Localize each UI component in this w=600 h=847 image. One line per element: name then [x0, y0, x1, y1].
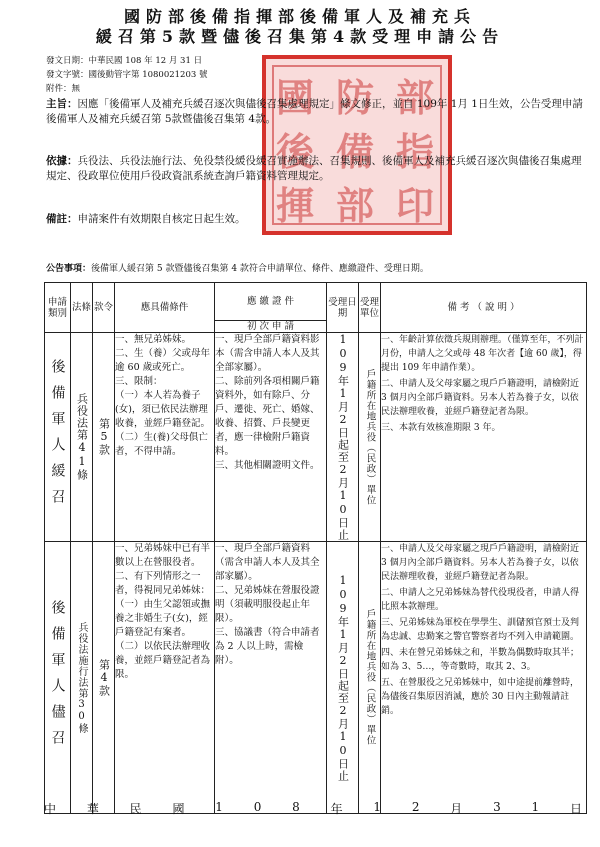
condition-item: 二、有下列情形之一者，得視同兄弟姊妹： [115, 571, 211, 596]
table-header-row [45, 283, 587, 321]
page-title-line1: 國防部後備指揮部後備軍人及補充兵 [123, 7, 476, 26]
doc-item: 一、現戶全部戶籍資料影本（需含申請人本人及其全部家屬）。 [215, 334, 320, 373]
seal-glyph: 指 [396, 129, 435, 174]
condition-item: （一）由生父認領或撫養之非婚生子(女)，經戶籍登記有案者。 [115, 599, 211, 638]
note-item: 三、兄弟姊妹為軍校在學學生、訓儲預官預士及判為忠誠、忠勤案之警官警察者均不列入申請範圍。 [381, 618, 580, 642]
note-item: 二、申請人及父母家屬之現戶戶籍證明，請檢附近 3 個月內全部戶籍資料。另本人若為養子女，以依民法辦理收養，並經戶籍登記者為限。 [381, 379, 580, 417]
remark-text: 申請案件有效期限自核定日起生效。 [77, 213, 246, 225]
seal-glyph: 揮 [276, 183, 315, 228]
condition-item: 一、兄弟姊妹中已有半數以上在營服役者。 [115, 543, 211, 568]
row1-clause: 第5款 [97, 418, 111, 456]
row1-notes [381, 333, 587, 542]
row1-category: 後備軍人緩召 [49, 359, 66, 515]
basis-paragraph [46, 154, 586, 184]
row2-clause: 第4款 [97, 658, 111, 697]
header-notes: 備 考 （ 說 明 ） [381, 283, 587, 333]
footer-char: 3 [493, 800, 505, 814]
note-item: 一、申請人及父母家屬之現戶戶籍證明，請檢附近 3 個月內全部戶籍資料。另本人若為養子女，以依民法辦理收養，並經戶籍登記者為限。 [381, 544, 580, 582]
header-conditions: 應具備條件 [115, 283, 215, 333]
issue-number: 發文字號：國後動管字第 1080021203 號 [46, 70, 208, 80]
row2-conditions [115, 542, 215, 814]
doc-item: 二、除前列各項相關戶籍資料外，如有除戶、分戶、遷徙、死亡、婚嫁、收養、招贅、戶長變更者，應一律檢附戶籍資料。 [215, 376, 320, 457]
footer-char: 1 [215, 800, 227, 814]
doc-item: 三、協議書（符合申請者為 2 人以上時，需檢附）。 [215, 627, 320, 666]
footer-char: 國 [172, 802, 189, 816]
condition-item: 二、生（養）父或母年逾 60 歲或死亡。 [115, 348, 211, 373]
row2-notes [381, 542, 587, 814]
header-unit: 受理單位 [359, 283, 381, 333]
footer-char: 0 [253, 800, 266, 814]
doc-item: 一、現戶全部戶籍資料（需含申請人本人及其全部家屬）。 [215, 543, 320, 582]
note-item: 四、未在營兄弟姊妹之和，半數為偶數時取其半；如為 3、5…，等奇數時，取其 2、3。 [381, 648, 580, 672]
condition-item: （二）生(養)父母俱亡者，不得申請。 [115, 432, 208, 457]
items-paragraph [46, 263, 586, 275]
seal-glyph: 部 [396, 75, 435, 120]
header-law: 法條 [71, 283, 93, 333]
basis-label: 依據： [46, 155, 78, 167]
doc-item: 二、兄弟姊妹在營服役證明（須載明服役起止年限）。 [215, 585, 320, 624]
condition-item: （一）本人若為養子(女)，須已依民法辦理收養，並經戶籍登記。 [115, 390, 211, 429]
remark-label: 備註： [46, 213, 78, 225]
basis-text: 兵役法、兵役法施行法、免役禁役緩役緩召實施辦法、召集規則、後備軍人及補充兵緩召逐次與儘後召集處理規定、役政單位使用戶役政資訊系統查詢戶籍資料管理規定。 [46, 155, 582, 182]
subject-paragraph [46, 97, 586, 127]
remark-paragraph [46, 212, 586, 227]
header-docs-top: 應 繳 證 件 [215, 283, 327, 321]
row1-date: 109年1月2日起至2月10日止 [336, 333, 350, 541]
note-item: 五、在營服役之兄弟姊妹中，如中途提前離營時，為儘後召集原因消滅，應於 30 日內主動報請註銷。 [381, 678, 580, 716]
footer-char: 民 [129, 802, 146, 816]
header-category: 申請類別 [45, 283, 71, 333]
note-item: 一、年齡計算依徵兵規則辦理。（僅算至年，不列計月份，申請人之父或母 48 年次者【逾 60 歲】，得提出 109 年申請作業）。 [381, 335, 584, 373]
row1-conditions [115, 333, 215, 542]
seal-glyph: 印 [396, 183, 435, 228]
footer-char: 日 [569, 802, 586, 816]
footer-char: 1 [531, 800, 544, 814]
footer-char: 月 [450, 802, 467, 816]
seal-glyph: 後 [276, 129, 315, 174]
seal-glyph: 部 [336, 183, 375, 228]
footer-char: 8 [292, 800, 304, 814]
seal-glyph: 防 [336, 75, 375, 120]
doc-item: 三、其他相關證明文件。 [215, 460, 320, 471]
items-label: 公告事項： [46, 264, 92, 274]
note-item: 三、本款有效核准期限 3 年。 [381, 423, 501, 433]
footer-date [44, 800, 586, 817]
header-clause: 款令 [93, 283, 115, 333]
attachment: 附件：無 [46, 84, 81, 94]
condition-item: 一、無兄弟姊妹。 [115, 334, 192, 345]
official-seal-stamp [262, 55, 452, 235]
items-text: 後備軍人緩召第 5 款暨儘後召集第 4 款符合申請單位、條件、應繳證件、受理日期。 [91, 264, 429, 274]
row1-docs [215, 333, 327, 542]
subject-text: 因應「後備軍人及補充兵緩召逐次與儘後召集處理規定」條文修正，並自 109年 1月 1日生效，公告受理申請後備軍人及補充兵緩召第 5款暨儘後召集第 4款。 [46, 98, 583, 125]
footer-char: 年 [330, 802, 347, 816]
footer-char: 華 [86, 802, 103, 816]
header-date: 受理日期 [327, 283, 359, 333]
application-table [44, 282, 587, 814]
condition-item: 三、限制： [115, 376, 163, 387]
footer-char: 2 [411, 800, 424, 814]
page-title-line2: 緩召第5款暨儘後召集第4款受理申請公告 [95, 27, 505, 46]
seal-glyph: 備 [336, 129, 375, 174]
row2-category: 後備軍人儘召 [49, 599, 66, 756]
subject-label: 主旨： [46, 98, 78, 110]
row2-date: 109年1月2日起至2月10日止 [336, 573, 350, 782]
note-item: 二、申請人之兄弟姊妹為替代役現役者，申請人得比照本款辦理。 [381, 588, 580, 612]
row2-unit: 戶籍所在地兵役（民政）單位 [364, 609, 376, 746]
seal-glyph: 國 [276, 75, 315, 120]
condition-item: （二）以依民法辦理收養，並經戶籍登記者為限。 [115, 641, 211, 680]
table-row [45, 333, 587, 542]
row1-unit: 戶籍所在地兵役（民政）單位 [364, 368, 376, 506]
footer-char: 1 [373, 800, 386, 814]
row2-docs [215, 542, 327, 814]
table-row [45, 542, 587, 814]
footer-char: 中 [44, 802, 61, 816]
row1-law: 兵役法第41條 [75, 393, 89, 481]
issue-date: 發文日期：中華民國 108 年 12 月 31 日 [46, 56, 203, 66]
row2-law: 兵役法施行法第30條 [76, 621, 87, 734]
header-docs-bottom: 初 次 申 請 [215, 321, 327, 333]
